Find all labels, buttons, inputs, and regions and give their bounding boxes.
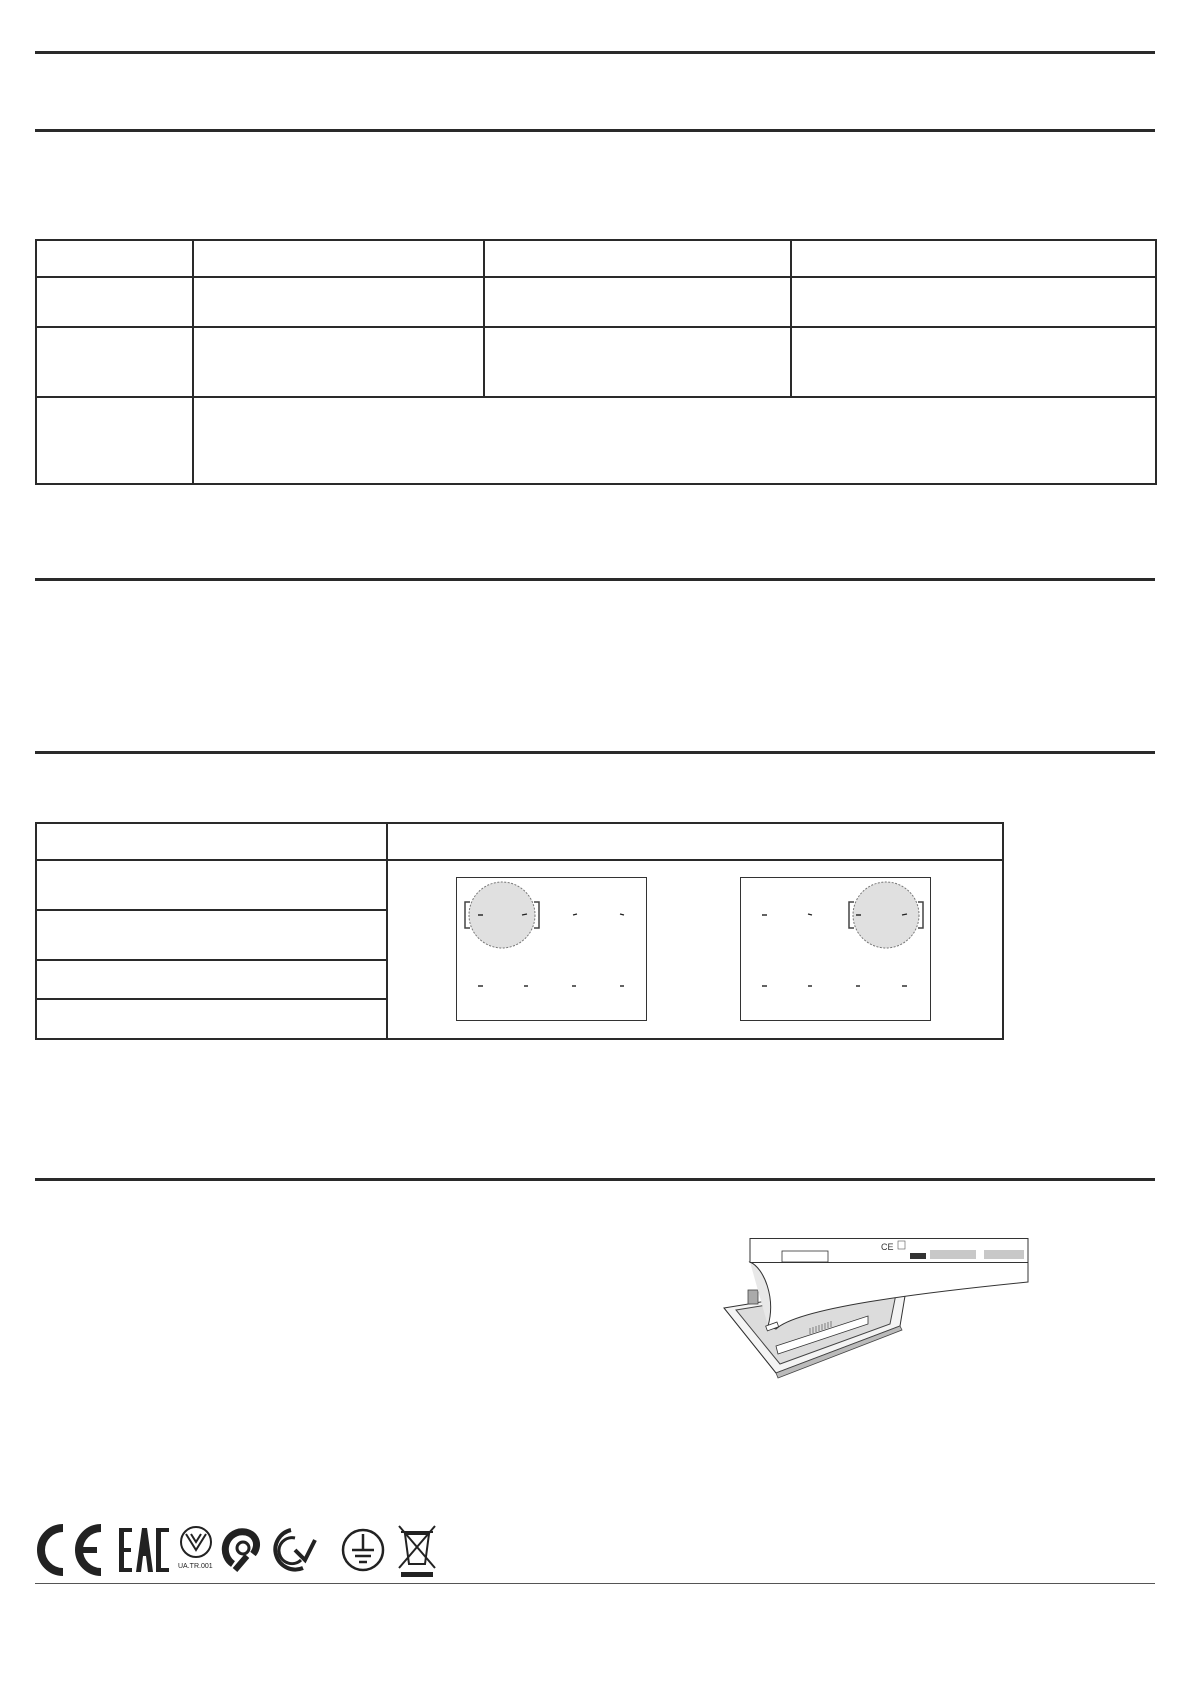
table-cell [791,277,1156,327]
table-row [36,823,1003,860]
ce-mark-icon [41,1528,101,1572]
svg-text:CE: CE [881,1242,894,1252]
table-row [36,327,1156,397]
hob-diagram-right [740,877,932,1022]
rcm-mark-icon [225,1532,256,1570]
table-cell [36,960,387,999]
table-cell [387,823,1003,860]
section-rule-1 [35,51,1155,54]
rating-plate-illustration [718,1238,1038,1393]
ua-mark-text: UA.TR.001 [178,1563,213,1570]
table-cell [484,327,791,397]
table-row [36,397,1156,484]
table-cell [193,327,484,397]
table-cell [36,823,387,860]
earth-ground-icon [343,1530,383,1570]
table-cell [193,397,1156,484]
section-rule-2 [35,129,1155,132]
footer-rule [35,1583,1155,1584]
section-rule-5 [35,1178,1155,1181]
spec-table-1 [35,239,1157,485]
c-tick-mark-icon [275,1530,315,1570]
table-cell [484,277,791,327]
table-cell [791,240,1156,277]
section-rule-3 [35,578,1155,581]
table-cell [193,240,484,277]
certification-marks [33,1520,453,1585]
table-cell [36,860,387,910]
table-cell [36,277,193,327]
certification-marks-svg [33,1520,453,1580]
table-cell [36,999,387,1039]
table-cell [484,240,791,277]
table-cell [193,277,484,327]
table-row [36,240,1156,277]
table-cell [36,240,193,277]
weee-bin-icon [399,1526,435,1577]
table-row [36,277,1156,327]
hob-diagram-left [456,877,648,1022]
table-cell [36,327,193,397]
table-cell [36,910,387,960]
ua-tr-mark-icon [178,1527,213,1570]
section-rule-4 [35,751,1155,754]
table-cell [36,397,193,484]
table-cell [791,327,1156,397]
eac-mark-icon [119,1528,169,1572]
